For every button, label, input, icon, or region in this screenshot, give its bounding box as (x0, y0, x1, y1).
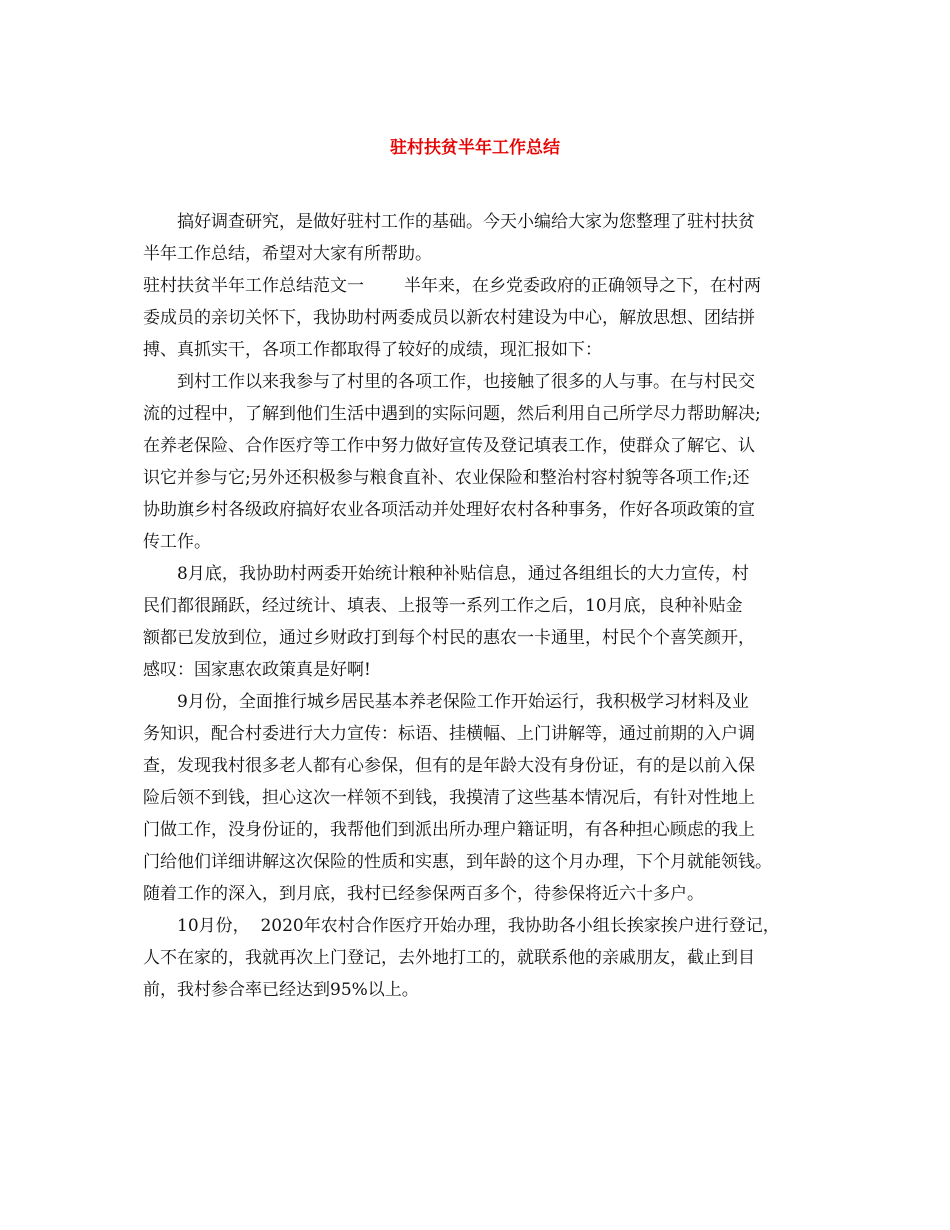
paragraph-line: 门做工作，没身份证的，我帮他们到派出所办理户籍证明，有各种担心顾虑的我上 (143, 820, 755, 840)
paragraph-line: 门给他们详细讲解这次保险的性质和实惠，到年龄的这个月办理，下个月就能领钱。 (143, 852, 772, 872)
paragraph-line: 前，我村参合率已经达到95%以上。 (143, 980, 419, 1000)
paragraph-line: 民们都很踊跃，经过统计、填表、上报等一系列工作之后，10月底，良种补贴金 (143, 596, 743, 616)
paragraph-line: 查，发现我村很多老人都有心参保，但有的是年龄大没有身份证，有的是以前入保 (143, 756, 755, 776)
paragraph-line: 随着工作的深入，到月底，我村已经参保两百多个，待参保将近六十多户。 (143, 884, 704, 904)
paragraph-line: 险后领不到钱，担心这次一样领不到钱，我摸清了这些基本情况后，有针对性地上 (143, 788, 755, 808)
paragraph-text: 半年来，在乡党委政府的正确领导之下，在村两 (404, 276, 761, 296)
paragraph-line: 半年工作总结，希望对大家有所帮助。 (143, 244, 432, 264)
document-body (143, 206, 823, 1006)
paragraph-line: 感叹：国家惠农政策真是好啊! (143, 660, 371, 680)
paragraph-line: 9月份，全面推行城乡居民基本养老保险工作开始运行，我积极学习材料及业 (177, 692, 749, 712)
paragraph-line: 10月份， 2020年农村合作医疗开始办理，我协助各小组长挨家挨户进行登记， (177, 916, 780, 936)
paragraph-line: 在养老保险、合作医疗等工作中努力做好宣传及登记填表工作，使群众了解它、认 (143, 436, 755, 456)
document-title: 驻村扶贫半年工作总结 (390, 138, 560, 158)
paragraph-line: 搏、真抓实干，各项工作都取得了较好的成绩，现汇报如下： (143, 340, 602, 360)
paragraph-line: 识它并参与它;另外还积极参与粮食直补、农业保险和整治村容村貌等各项工作;还 (143, 468, 750, 488)
paragraph-line: 额都已发放到位，通过乡财政打到每个村民的惠农一卡通里，村民个个喜笑颜开， (143, 628, 755, 648)
paragraph-line: 8月底，我协助村两委开始统计粮种补贴信息，通过各组组长的大力宣传，村 (177, 564, 749, 584)
paragraph-line: 流的过程中，了解到他们生活中遇到的实际问题，然后利用自己所学尽力帮助解决; (143, 404, 761, 424)
section-heading: 驻村扶贫半年工作总结范文一 (143, 276, 364, 296)
paragraph-line: 务知识，配合村委进行大力宣传：标语、挂横幅、上门讲解等，通过前期的入户调 (143, 724, 755, 744)
paragraph-line: 搞好调查研究，是做好驻村工作的基础。今天小编给大家为您整理了驻村扶贫 (177, 212, 755, 232)
paragraph-line: 到村工作以来我参与了村里的各项工作，也接触了很多的人与事。在与村民交 (177, 372, 755, 392)
paragraph-line: 协助旗乡村各级政府搞好农业各项活动并处理好农村各种事务，作好各项政策的宣 (143, 500, 755, 520)
paragraph-line-with-heading (143, 270, 823, 302)
paragraph-line: 传工作。 (143, 532, 211, 552)
paragraph-line: 委成员的亲切关怀下，我协助村两委成员以新农村建设为中心，解放思想、团结拼 (143, 308, 755, 328)
paragraph-line: 人不在家的，我就再次上门登记，去外地打工的，就联系他的亲戚朋友，截止到目 (143, 948, 755, 968)
